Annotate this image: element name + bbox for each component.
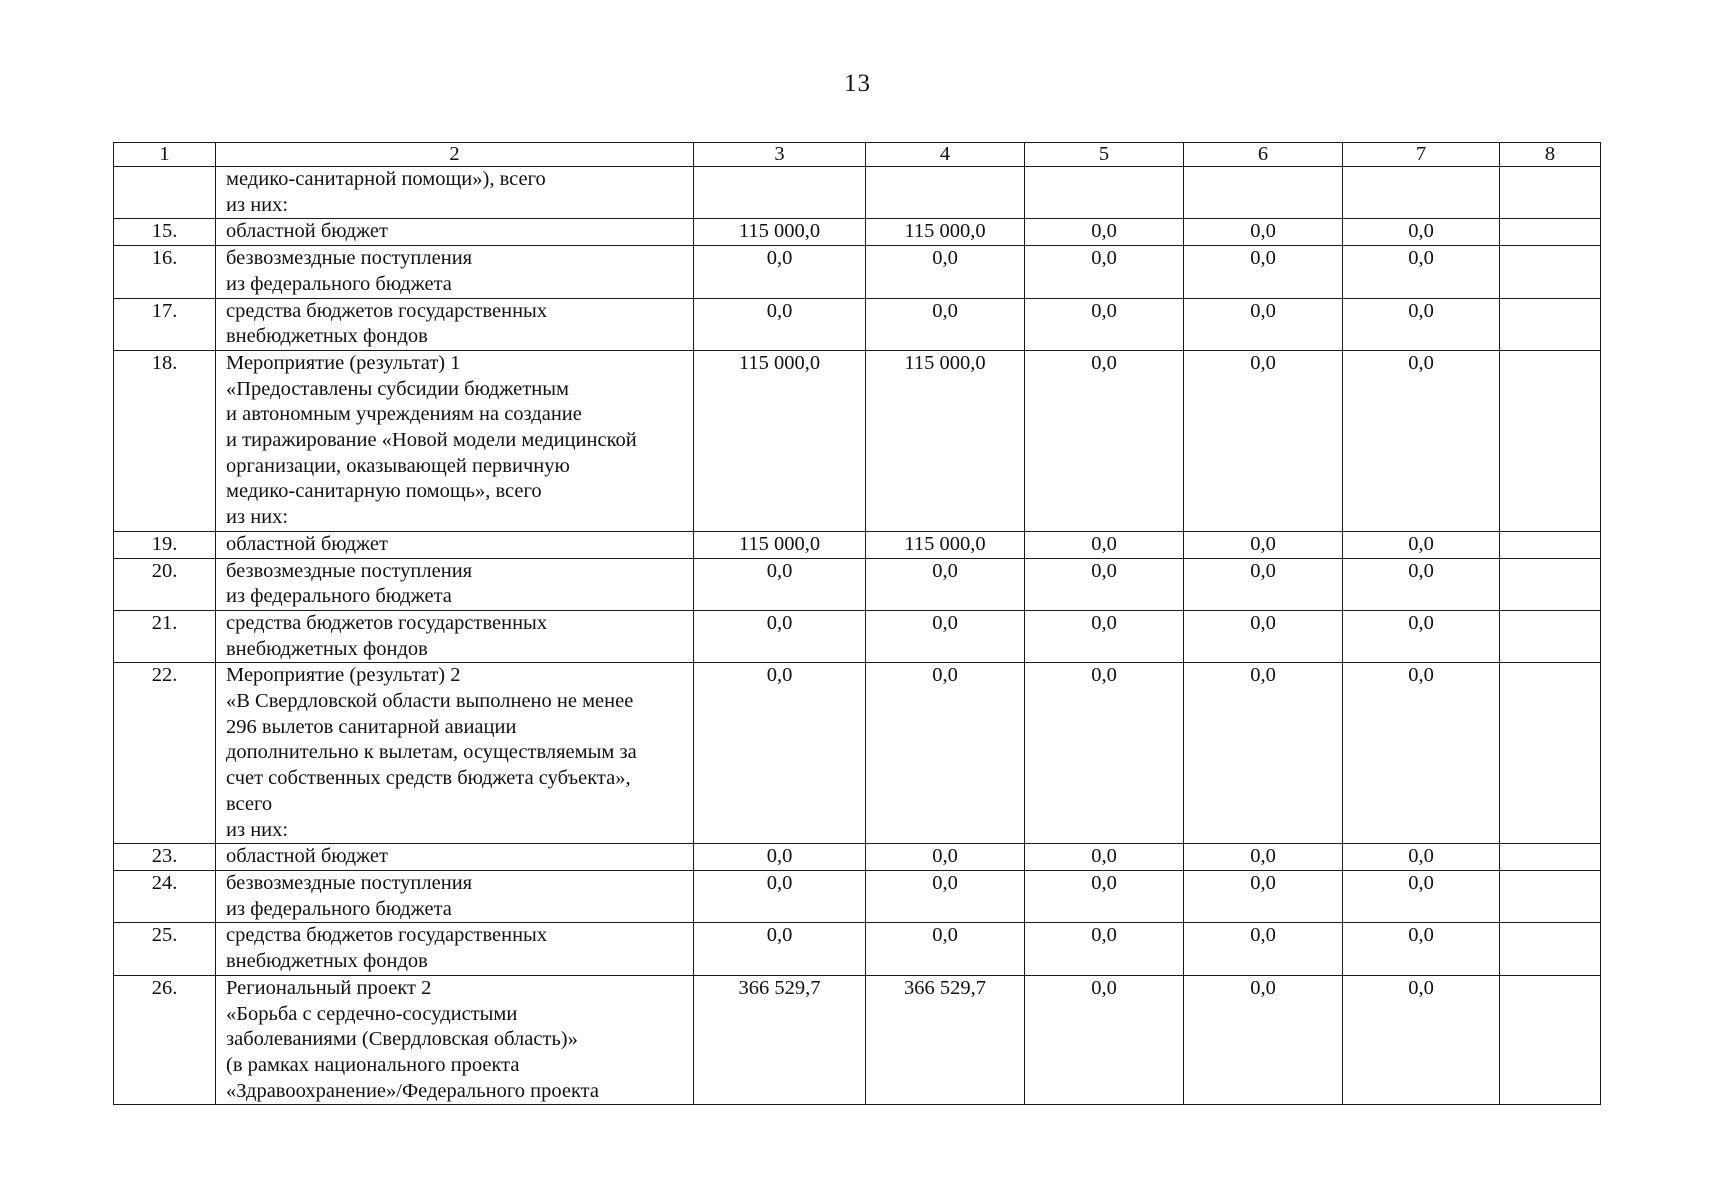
header-row xyxy=(114,143,1601,167)
value-cell-col7: 0,0 xyxy=(1343,531,1500,558)
value-cell-col5: 0,0 xyxy=(1025,219,1184,246)
value-cell-col5: 0,0 xyxy=(1025,923,1184,975)
value-cell-col5: 0,0 xyxy=(1025,610,1184,662)
value-cell-col3: 0,0 xyxy=(694,663,866,844)
value-cell-col6: 0,0 xyxy=(1184,246,1343,298)
value-cell-col8 xyxy=(1500,663,1601,844)
value-cell-col8 xyxy=(1500,219,1601,246)
value-cell-col7: 0,0 xyxy=(1343,663,1500,844)
row-number-cell xyxy=(114,167,216,219)
value-cell-col8 xyxy=(1500,246,1601,298)
row-description-cell: безвозмездные поступления из федерального бюджета xyxy=(216,558,694,610)
table-row xyxy=(114,246,1601,298)
table-row xyxy=(114,167,1601,219)
row-description-cell: Мероприятие (результат) 1 «Предоставлены субсидии бюджетным и автономным учреждениям на создание и тиражирование «Новой модели медицинской организации, оказывающей первичную медико-санитарную помощь», всего из них: xyxy=(216,350,694,531)
value-cell-col5: 0,0 xyxy=(1025,663,1184,844)
row-number-cell: 18. xyxy=(114,350,216,531)
value-cell-col8 xyxy=(1500,350,1601,531)
row-description-cell: медико-санитарной помощи»), всего из них: xyxy=(216,167,694,219)
value-cell-col6: 0,0 xyxy=(1184,844,1343,871)
value-cell-col5: 0,0 xyxy=(1025,531,1184,558)
value-cell-col6: 0,0 xyxy=(1184,531,1343,558)
value-cell-col5 xyxy=(1025,167,1184,219)
column-header: 8 xyxy=(1500,143,1601,167)
table-row xyxy=(114,350,1601,531)
value-cell-col4: 0,0 xyxy=(866,298,1025,350)
value-cell-col8 xyxy=(1500,975,1601,1105)
row-description-cell: областной бюджет xyxy=(216,844,694,871)
value-cell-col3: 0,0 xyxy=(694,844,866,871)
value-cell-col4: 0,0 xyxy=(866,663,1025,844)
value-cell-col5: 0,0 xyxy=(1025,246,1184,298)
value-cell-col6: 0,0 xyxy=(1184,219,1343,246)
value-cell-col3: 115 000,0 xyxy=(694,219,866,246)
value-cell-col3: 366 529,7 xyxy=(694,975,866,1105)
value-cell-col7: 0,0 xyxy=(1343,610,1500,662)
value-cell-col4: 0,0 xyxy=(866,870,1025,922)
value-cell-col7: 0,0 xyxy=(1343,975,1500,1105)
table-row xyxy=(114,923,1601,975)
row-number-cell: 15. xyxy=(114,219,216,246)
value-cell-col3 xyxy=(694,167,866,219)
table-row xyxy=(114,558,1601,610)
column-header: 5 xyxy=(1025,143,1184,167)
value-cell-col4: 115 000,0 xyxy=(866,219,1025,246)
row-description-cell: Мероприятие (результат) 2 «В Свердловской области выполнено не менее 296 вылетов санитарной авиации дополнительно к вылетам, осуществляемым за счет собственных средств бюджета субъекта», всего из них: xyxy=(216,663,694,844)
row-description-cell: областной бюджет xyxy=(216,219,694,246)
value-cell-col7 xyxy=(1343,167,1500,219)
value-cell-col3: 0,0 xyxy=(694,923,866,975)
value-cell-col8 xyxy=(1500,558,1601,610)
value-cell-col5: 0,0 xyxy=(1025,350,1184,531)
value-cell-col6: 0,0 xyxy=(1184,610,1343,662)
row-number-cell: 24. xyxy=(114,870,216,922)
value-cell-col5: 0,0 xyxy=(1025,558,1184,610)
column-header: 4 xyxy=(866,143,1025,167)
row-number-cell: 26. xyxy=(114,975,216,1105)
row-description-cell: Региональный проект 2 «Борьба с сердечно-сосудистыми заболеваниями (Свердловская область)» (в рамках национального проекта «Здравоохранение»/Федерального проекта xyxy=(216,975,694,1105)
row-description-cell: средства бюджетов государственных внебюджетных фондов xyxy=(216,298,694,350)
column-header: 2 xyxy=(216,143,694,167)
value-cell-col8 xyxy=(1500,167,1601,219)
value-cell-col7: 0,0 xyxy=(1343,558,1500,610)
value-cell-col4: 0,0 xyxy=(866,923,1025,975)
row-number-cell: 23. xyxy=(114,844,216,871)
value-cell-col6: 0,0 xyxy=(1184,558,1343,610)
value-cell-col7: 0,0 xyxy=(1343,923,1500,975)
value-cell-col8 xyxy=(1500,610,1601,662)
row-number-cell: 17. xyxy=(114,298,216,350)
row-number-cell: 21. xyxy=(114,610,216,662)
row-description-cell: областной бюджет xyxy=(216,531,694,558)
value-cell-col3: 115 000,0 xyxy=(694,531,866,558)
row-number-cell: 20. xyxy=(114,558,216,610)
value-cell-col8 xyxy=(1500,531,1601,558)
table-row xyxy=(114,531,1601,558)
value-cell-col7: 0,0 xyxy=(1343,350,1500,531)
value-cell-col4: 0,0 xyxy=(866,610,1025,662)
value-cell-col4: 115 000,0 xyxy=(866,531,1025,558)
value-cell-col3: 0,0 xyxy=(694,870,866,922)
value-cell-col4 xyxy=(866,167,1025,219)
value-cell-col4: 0,0 xyxy=(866,246,1025,298)
row-number-cell: 19. xyxy=(114,531,216,558)
value-cell-col5: 0,0 xyxy=(1025,298,1184,350)
column-header: 3 xyxy=(694,143,866,167)
table-row xyxy=(114,663,1601,844)
column-header: 7 xyxy=(1343,143,1500,167)
value-cell-col6: 0,0 xyxy=(1184,350,1343,531)
value-cell-col3: 115 000,0 xyxy=(694,350,866,531)
value-cell-col4: 366 529,7 xyxy=(866,975,1025,1105)
row-description-cell: средства бюджетов государственных внебюджетных фондов xyxy=(216,923,694,975)
value-cell-col6: 0,0 xyxy=(1184,923,1343,975)
row-number-cell: 25. xyxy=(114,923,216,975)
value-cell-col8 xyxy=(1500,923,1601,975)
value-cell-col8 xyxy=(1500,844,1601,871)
column-header: 1 xyxy=(114,143,216,167)
value-cell-col7: 0,0 xyxy=(1343,219,1500,246)
value-cell-col7: 0,0 xyxy=(1343,870,1500,922)
row-number-cell: 22. xyxy=(114,663,216,844)
column-header: 6 xyxy=(1184,143,1343,167)
value-cell-col5: 0,0 xyxy=(1025,975,1184,1105)
row-description-cell: безвозмездные поступления из федерального бюджета xyxy=(216,870,694,922)
value-cell-col6: 0,0 xyxy=(1184,663,1343,844)
value-cell-col4: 0,0 xyxy=(866,558,1025,610)
value-cell-col5: 0,0 xyxy=(1025,844,1184,871)
value-cell-col3: 0,0 xyxy=(694,610,866,662)
value-cell-col6 xyxy=(1184,167,1343,219)
value-cell-col3: 0,0 xyxy=(694,558,866,610)
row-description-cell: безвозмездные поступления из федерального бюджета xyxy=(216,246,694,298)
value-cell-col6: 0,0 xyxy=(1184,298,1343,350)
table-row xyxy=(114,219,1601,246)
value-cell-col7: 0,0 xyxy=(1343,844,1500,871)
row-number-cell: 16. xyxy=(114,246,216,298)
table-row xyxy=(114,610,1601,662)
budget-table xyxy=(113,142,1601,1105)
value-cell-col7: 0,0 xyxy=(1343,246,1500,298)
table-row xyxy=(114,298,1601,350)
table-row xyxy=(114,975,1601,1105)
value-cell-col6: 0,0 xyxy=(1184,975,1343,1105)
page-number: 13 xyxy=(844,70,871,97)
value-cell-col3: 0,0 xyxy=(694,246,866,298)
table-row xyxy=(114,844,1601,871)
value-cell-col7: 0,0 xyxy=(1343,298,1500,350)
value-cell-col5: 0,0 xyxy=(1025,870,1184,922)
value-cell-col6: 0,0 xyxy=(1184,870,1343,922)
value-cell-col8 xyxy=(1500,870,1601,922)
value-cell-col3: 0,0 xyxy=(694,298,866,350)
value-cell-col4: 115 000,0 xyxy=(866,350,1025,531)
value-cell-col4: 0,0 xyxy=(866,844,1025,871)
row-description-cell: средства бюджетов государственных внебюджетных фондов xyxy=(216,610,694,662)
table-row xyxy=(114,870,1601,922)
value-cell-col8 xyxy=(1500,298,1601,350)
